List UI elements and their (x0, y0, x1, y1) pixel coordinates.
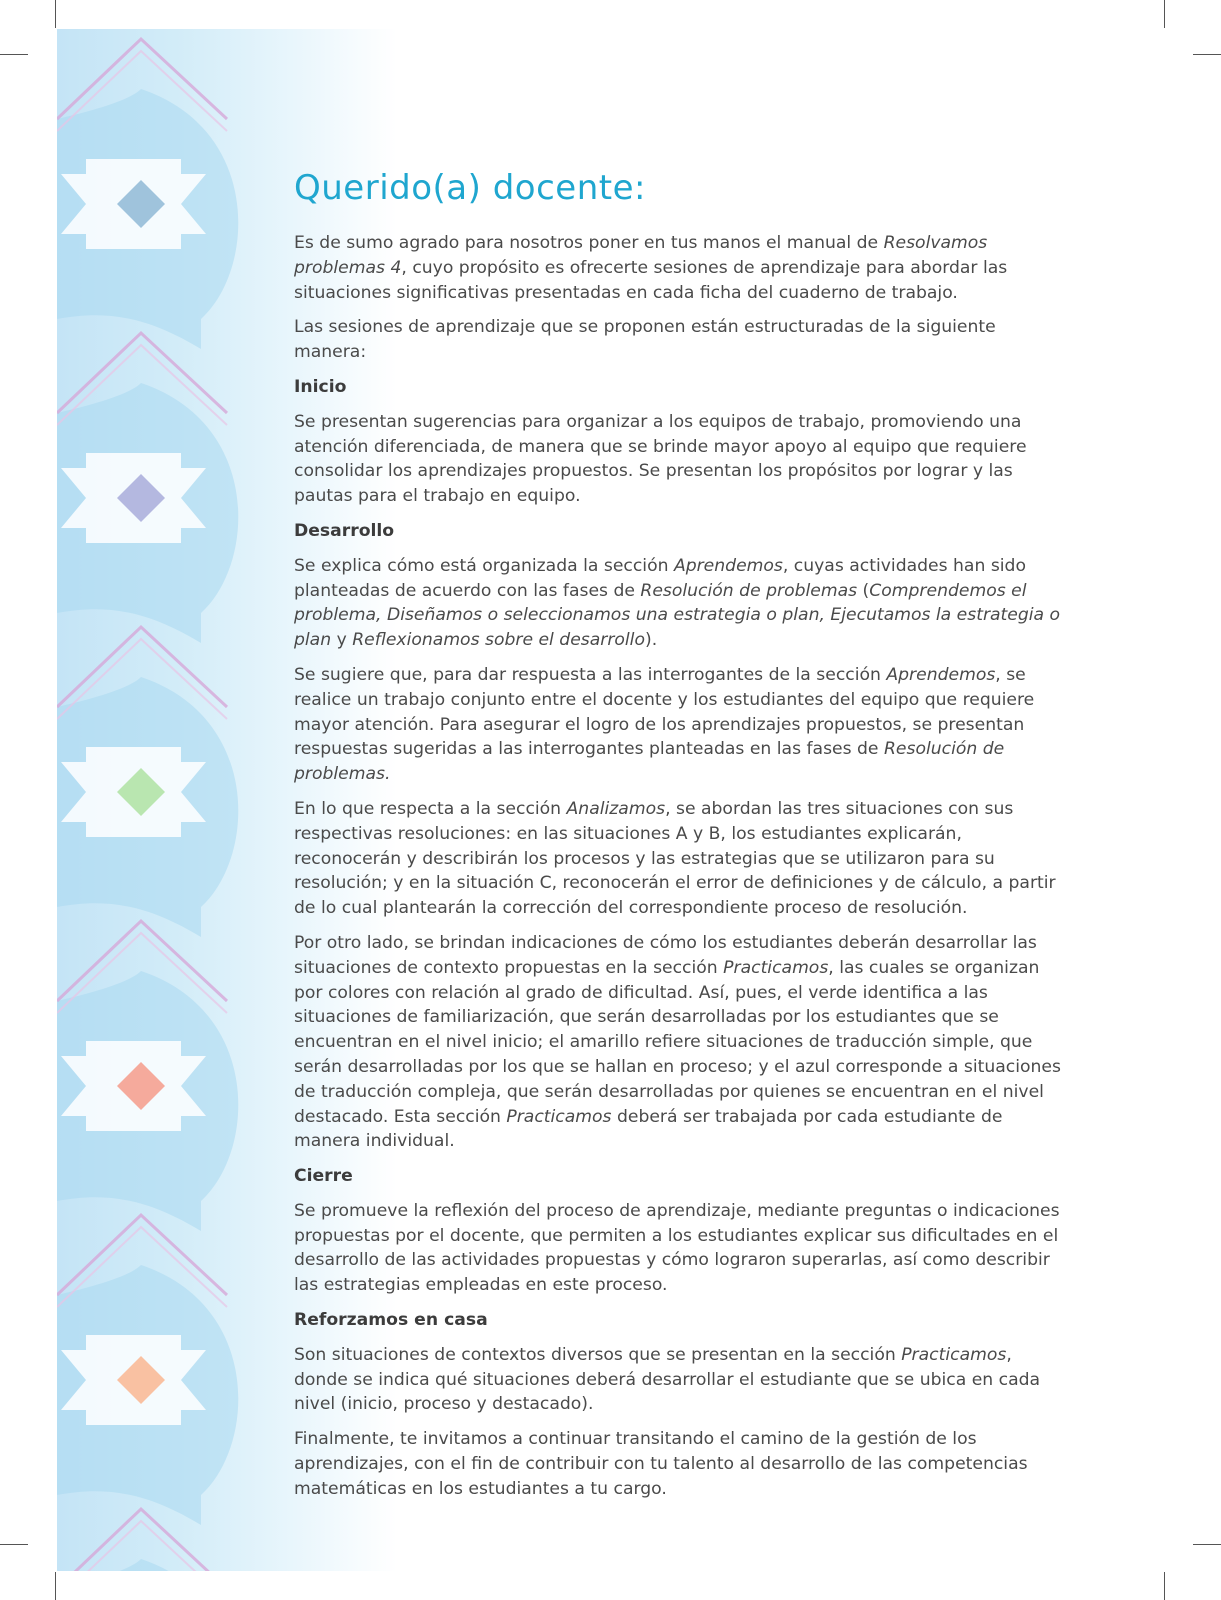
structure-paragraph: Las sesiones de aprendizaje que se proponen están estructuradas de la siguiente manera: (294, 317, 996, 363)
inicio-paragraph: Se presentan sugerencias para organizar a los equipos de trabajo, promoviendo una atención diferenciada, de manera que se brinde mayor apoyo al equipo que requiere consolidar los aprendizajes propuestos. Se presentan los propósitos por lograr y las pautas para el trabajo en equipo. (294, 411, 1027, 507)
crop-mark (1164, 0, 1165, 28)
crop-mark (0, 1544, 28, 1545)
section-heading-desarrollo: Desarrollo (294, 520, 395, 541)
crop-mark (55, 0, 56, 28)
crop-mark (1193, 54, 1221, 55)
desarrollo-paragraph-3: En lo que respecta a la sección Analizamos, se abordan las tres situaciones con sus respectivas resoluciones: en las situaciones A y B, los estudiantes explicarán, reconocerán y describirán los procesos y las estrategias que se utilizaron para su resolución; y en la situación C, reconocerán el error de definiciones y de cálculo, a partir de lo cual plantearán la corrección del correspondiente proceso de resolución. (294, 798, 1056, 919)
cierre-paragraph: Se promueve la reflexión del proceso de aprendizaje, mediante preguntas o indicaciones propuestas por el docente, que permiten a los estudiantes explicar sus dificultades en el desarrollo de las actividades propuestas y cómo lograron superarlas, así como describir las estrategias empleadas en este proceso. (294, 1200, 1060, 1296)
closing-paragraph: Finalmente, te invitamos a continuar transitando el camino de la gestión de los aprendizajes, con el fin de contribuir con tu talento al desarrollo de las competencias matemáticas en los estudiantes a tu cargo. (294, 1429, 1028, 1499)
crop-mark (0, 54, 28, 55)
desarrollo-paragraph-2: Se sugiere que, para dar respuesta a las interrogantes de la sección Aprendemos, se realice un trabajo conjunto entre el docente y los estudiantes del equipo que requiere mayor atención. Para asegurar el logro de los aprendizajes propuestos, se presentan respuestas sugeridas a las interrogantes planteadas en las fases de Resolución de problemas. (294, 664, 1035, 785)
reforzamos-paragraph: Son situaciones de contextos diversos que se presentan en la sección Practicamos, donde se indica qué situaciones deberá desarrollar el estudiante que se ubica en cada nivel (inicio, proceso y destacado). (294, 1344, 1041, 1415)
section-heading-reforzamos: Reforzamos en casa (294, 1310, 488, 1331)
crop-mark (55, 1572, 56, 1600)
page-title: Querido(a) docente: (294, 168, 646, 208)
section-heading-inicio: Inicio (294, 376, 347, 397)
crop-mark (1193, 1544, 1221, 1545)
section-heading-cierre: Cierre (294, 1166, 353, 1187)
letter-content (294, 167, 1064, 1512)
intro-paragraph: Es de sumo agrado para nosotros poner en tus manos el manual de Resolvamos problemas 4, cuyo propósito es ofrecerte sesiones de aprendizaje para abordar las situaciones significativas presentadas en cada ficha del cuaderno de trabajo. (294, 233, 1008, 303)
desarrollo-paragraph-4: Por otro lado, se brindan indicaciones de cómo los estudiantes deberán desarrollar las situaciones de contexto propuestas en la sección Practicamos, las cuales se organizan por colores con relación al grado de dificultad. Así, pues, el verde identifica a las situaciones de familiarización, que serán desarrolladas por los estudiantes que se encuentran en el nivel inicio; el amarillo refiere situaciones de traducción simple, que serán desarrolladas por los que se hallan en proceso; y el azul corresponde a situaciones de traducción compleja, que serán desarrolladas por quienes se encuentran en el nivel destacado. Esta sección Practicamos deberá ser trabajada por cada estudiante de manera individual. (294, 932, 1061, 1152)
desarrollo-paragraph-1: Se explica cómo está organizada la sección Aprendemos, cuyas actividades han sido planteadas de acuerdo con las fases de Resolución de problemas (Comprendemos el problema, Diseñamos o seleccionamos una estrategia o plan, Ejecutamos la estrategia o plan y Reflexionamos sobre el desarrollo). (294, 555, 1061, 651)
crop-mark (1164, 1572, 1165, 1600)
